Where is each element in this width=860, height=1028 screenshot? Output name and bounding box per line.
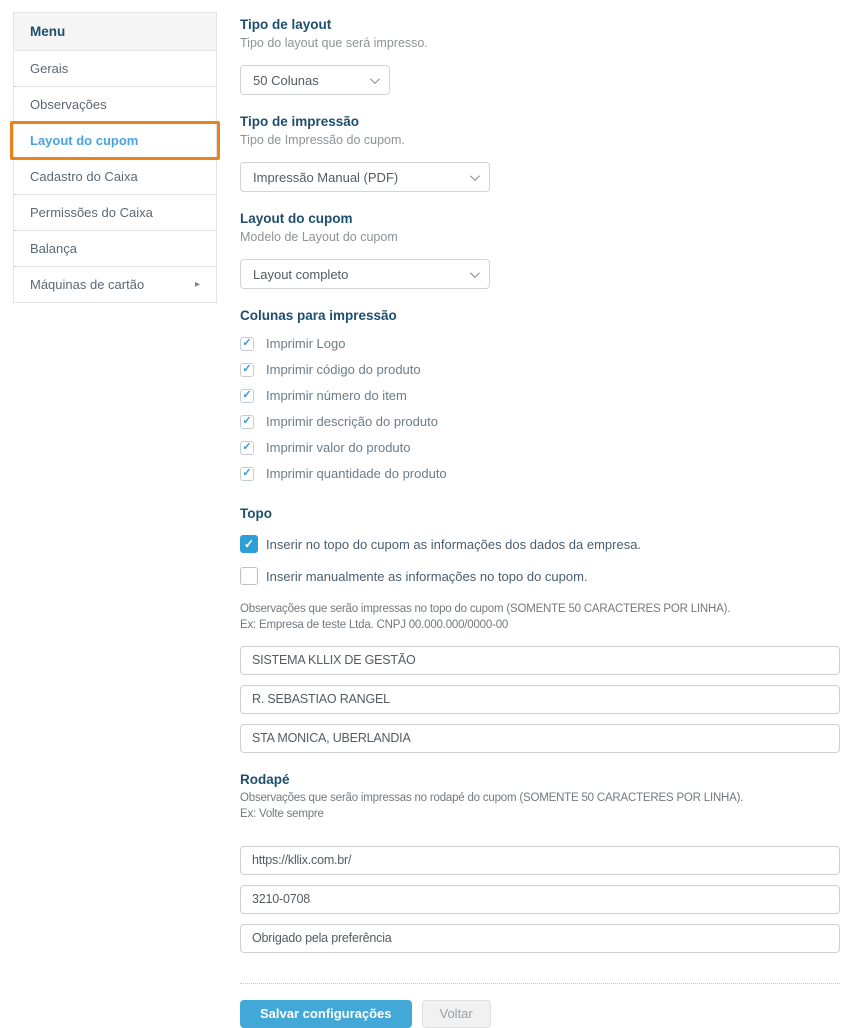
section-title: Tipo de layout bbox=[240, 17, 332, 32]
sidebar-item-label: Gerais bbox=[30, 61, 69, 76]
sidebar-item-label: Máquinas de cartão bbox=[30, 277, 145, 292]
selected-value: Impressão Manual (PDF) bbox=[253, 169, 399, 185]
topo-line2-input[interactable] bbox=[240, 685, 840, 714]
check-icon: ✓ bbox=[243, 537, 255, 551]
save-settings-button[interactable]: Salvar configurações bbox=[240, 1000, 412, 1028]
checkbox[interactable] bbox=[240, 567, 258, 585]
footer-divider bbox=[240, 983, 840, 984]
checkbox-imprimir-logo[interactable] bbox=[240, 336, 840, 351]
section-title: Colunas para impressão bbox=[240, 308, 397, 323]
check-icon: ✓ bbox=[242, 415, 252, 427]
section-title: Tipo de impressão bbox=[240, 114, 360, 129]
rodape-line3-input[interactable] bbox=[240, 924, 840, 953]
checkbox-imprimir-quantidade-produto[interactable] bbox=[240, 466, 840, 481]
section-layout-cupom bbox=[240, 211, 840, 289]
sidebar-item-label: Layout do cupom bbox=[30, 133, 139, 148]
sidebar-item-label: Observações bbox=[30, 97, 107, 112]
checkbox-topo-dados-empresa[interactable] bbox=[240, 535, 840, 553]
sidebar-item-observacoes[interactable] bbox=[14, 87, 216, 123]
chevron-down-icon bbox=[370, 74, 380, 84]
checkbox-label: Imprimir Logo bbox=[266, 336, 346, 351]
topo-note-line2: Ex: Empresa de teste Ltda. CNPJ 00.000.000/0000-00 bbox=[240, 619, 509, 632]
sidebar-header: Menu bbox=[14, 13, 216, 51]
section-title: Rodapé bbox=[240, 771, 290, 787]
section-tipo-impressao bbox=[240, 114, 840, 192]
checkbox-label: Imprimir valor do produto bbox=[266, 440, 411, 455]
layout-cupom-form bbox=[240, 17, 840, 1028]
rodape-note bbox=[240, 791, 840, 822]
check-icon: ✓ bbox=[242, 441, 252, 453]
chevron-down-icon bbox=[470, 171, 480, 181]
sidebar-item-cadastro-do-caixa[interactable] bbox=[14, 159, 216, 195]
selected-value: Layout completo bbox=[253, 266, 349, 282]
topo-note-line1: Observações que serão impressas no topo do cupom (SOMENTE 50 CARACTERES POR LINHA). bbox=[240, 603, 731, 615]
selected-value: 50 Colunas bbox=[253, 72, 319, 88]
checkbox-topo-manual[interactable] bbox=[240, 567, 840, 585]
check-icon: ✓ bbox=[242, 337, 252, 349]
section-topo bbox=[240, 506, 840, 753]
checkbox-imprimir-descricao-produto[interactable] bbox=[240, 414, 840, 429]
tipo-layout-select[interactable] bbox=[240, 65, 390, 95]
checkbox-label: Inserir manualmente as informações no topo do cupom. bbox=[266, 568, 588, 584]
checkbox-label: Imprimir quantidade do produto bbox=[266, 466, 447, 481]
checkbox[interactable] bbox=[240, 415, 254, 429]
sidebar-menu bbox=[14, 51, 216, 302]
checkbox[interactable] bbox=[240, 337, 254, 351]
sidebar-item-label: Balança bbox=[30, 241, 77, 256]
checkbox-label: Imprimir descrição do produto bbox=[266, 414, 438, 429]
checkbox-imprimir-numero-item[interactable] bbox=[240, 388, 840, 403]
checkbox[interactable] bbox=[240, 467, 254, 481]
form-actions bbox=[240, 1000, 840, 1028]
sidebar-item-gerais[interactable] bbox=[14, 51, 216, 87]
layout-cupom-select[interactable] bbox=[240, 259, 490, 289]
sidebar-item-maquinas-de-cartao[interactable] bbox=[14, 267, 216, 302]
topo-inputs bbox=[240, 646, 840, 753]
section-rodape bbox=[240, 772, 840, 953]
checkbox[interactable] bbox=[240, 363, 254, 377]
section-subtitle: Modelo de Layout do cupom bbox=[240, 230, 398, 244]
rodape-note-line2: Ex: Volte sempre bbox=[240, 808, 324, 821]
checkbox-label: Imprimir código do produto bbox=[266, 362, 421, 377]
check-icon: ✓ bbox=[242, 363, 252, 375]
sidebar-item-label: Permissões do Caixa bbox=[30, 205, 153, 220]
checkbox[interactable] bbox=[240, 389, 254, 403]
topo-line1-input[interactable] bbox=[240, 646, 840, 675]
checkbox-imprimir-codigo-produto[interactable] bbox=[240, 362, 840, 377]
topo-line3-input[interactable] bbox=[240, 724, 840, 753]
sidebar-item-balanca[interactable] bbox=[14, 231, 216, 267]
sidebar-item-layout-do-cupom[interactable] bbox=[14, 123, 216, 159]
checkbox-imprimir-valor-produto[interactable] bbox=[240, 440, 840, 455]
sidebar-item-permissoes-do-caixa[interactable] bbox=[14, 195, 216, 231]
section-subtitle: Tipo de Impressão do cupom. bbox=[240, 133, 405, 147]
sidebar bbox=[13, 12, 217, 303]
section-title: Layout do cupom bbox=[240, 211, 353, 226]
print-columns-list bbox=[240, 336, 840, 481]
check-icon: ✓ bbox=[242, 467, 252, 479]
section-tipo-layout bbox=[240, 17, 840, 95]
checkbox-label: Imprimir número do item bbox=[266, 388, 407, 403]
checkbox[interactable] bbox=[240, 535, 258, 553]
checkbox-label: Inserir no topo do cupom as informações dos dados da empresa. bbox=[266, 536, 642, 552]
sidebar-item-label: Cadastro do Caixa bbox=[30, 169, 138, 184]
rodape-line1-input[interactable] bbox=[240, 846, 840, 875]
section-title: Topo bbox=[240, 506, 272, 521]
topo-note bbox=[240, 602, 840, 633]
section-subtitle: Tipo do layout que será impresso. bbox=[240, 36, 428, 50]
rodape-note-line1: Observações que serão impressas no rodapé do cupom (SOMENTE 50 CARACTERES POR LINHA). bbox=[240, 791, 744, 804]
rodape-line2-input[interactable] bbox=[240, 885, 840, 914]
checkbox[interactable] bbox=[240, 441, 254, 455]
tipo-impressao-select[interactable] bbox=[240, 162, 490, 192]
back-button[interactable]: Voltar bbox=[422, 1000, 491, 1028]
chevron-right-icon: ▸ bbox=[194, 278, 200, 290]
section-colunas-impressao bbox=[240, 308, 840, 481]
chevron-down-icon bbox=[470, 268, 480, 278]
rodape-inputs bbox=[240, 846, 840, 953]
check-icon: ✓ bbox=[242, 389, 252, 401]
